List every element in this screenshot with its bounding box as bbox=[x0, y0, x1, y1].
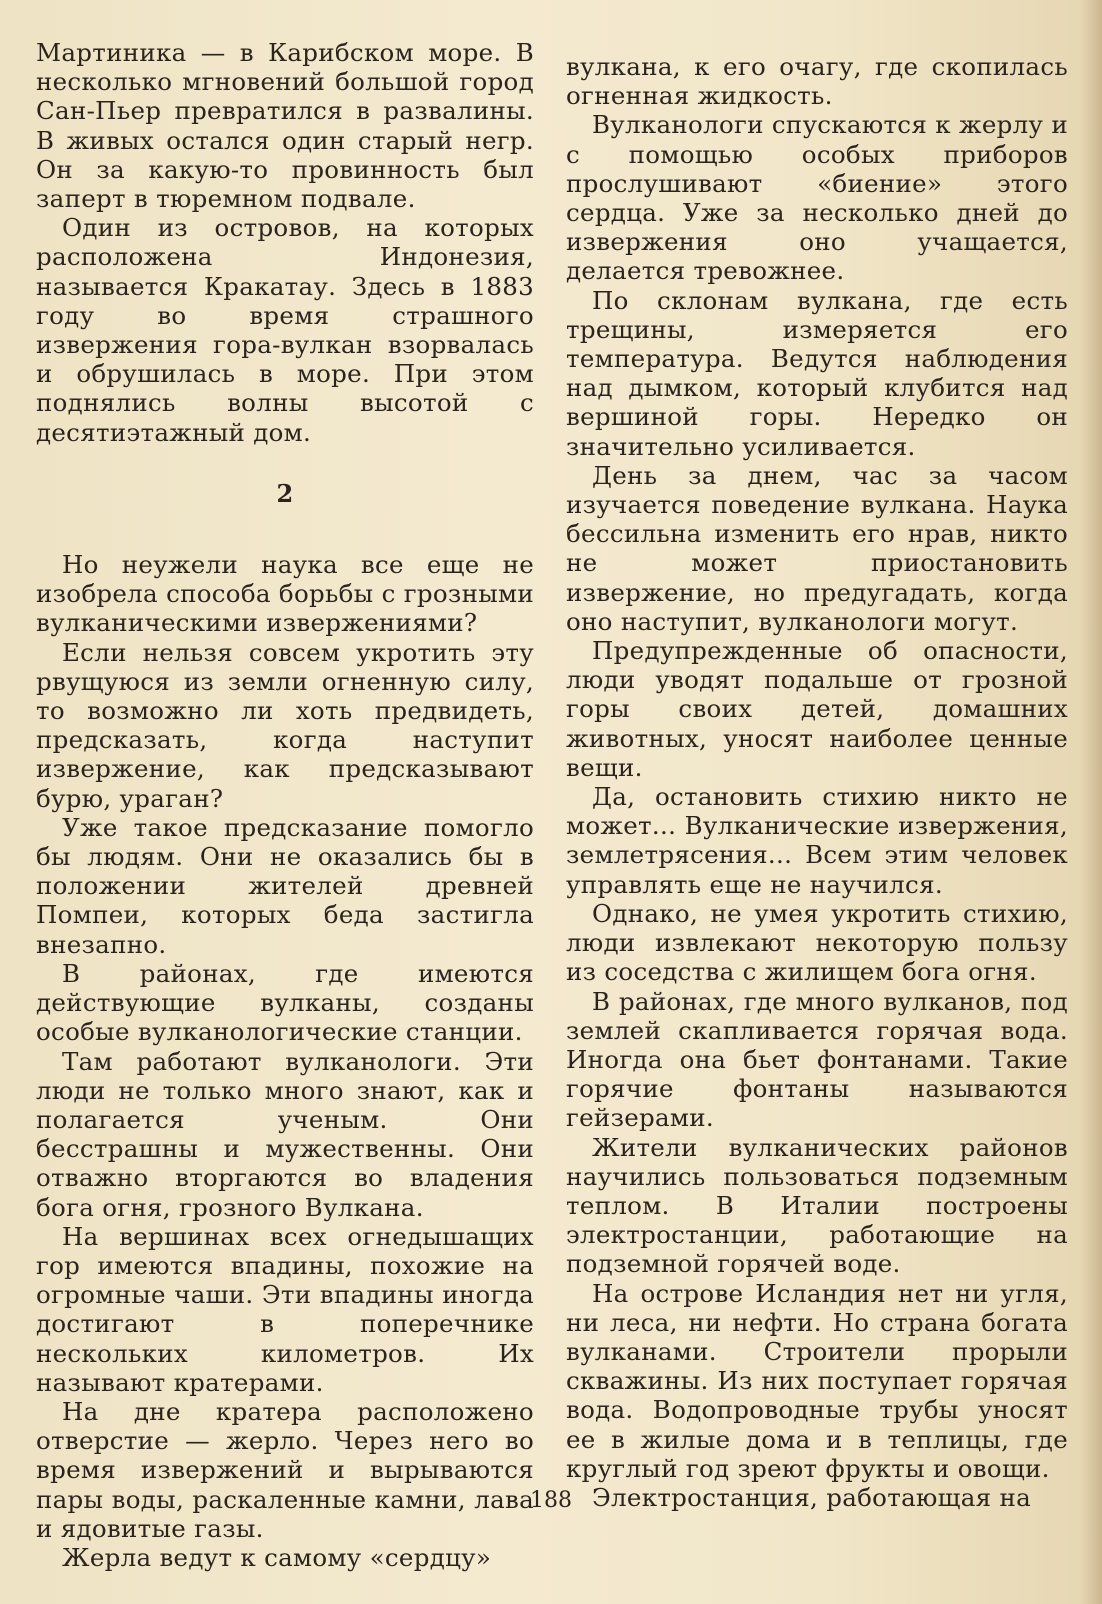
paragraph: Один из островов, на которых расположена Индонезия, называется Кракатау. Здесь в 1883 году во время страшного извержения гора-вулкан взорвалась и обрушилась в море. При этом поднялись волны высотой с десятиэтажный дом. bbox=[36, 213, 534, 447]
right-column bbox=[566, 52, 1068, 1512]
paragraph: Если нельзя совсем укротить эту рвущуюся из земли огненную силу, то возможно ли хоть предвидеть, предсказать, когда наступит извержение, как предсказывают бурю, ураган? bbox=[36, 637, 534, 813]
paragraph: Вулканологи спускаются к жерлу и с помощью особых приборов прослушивают «биение» этого сердца. Уже за несколько дней до извержения оно учащается, делается тревожнее. bbox=[566, 110, 1068, 286]
paragraph: Мартиника — в Карибском море. В несколько мгновений большой город Сан-Пьер превратился в развалины. В живых остался один старый негр. Он за какую-то провинность был заперт в тюремном подвале. bbox=[36, 38, 534, 214]
paragraph: По склонам вулкана, где есть трещины, измеряется его температура. Ведутся наблюдения над дымком, который клубится над вершиной горы. Нередко он значительно усиливается. bbox=[566, 285, 1068, 461]
left-column bbox=[36, 38, 534, 1572]
paragraph: вулкана, к его очагу, где скопилась огненная жидкость. bbox=[566, 52, 1068, 111]
paragraph: Электростанция, работающая на bbox=[592, 1482, 1031, 1512]
paragraph: На дне кратера расположено отверстие — жерло. Через него во время извержений и вырываются пары воды, раскаленные камни, лава и ядовитые газы. bbox=[36, 1396, 534, 1543]
paragraph: Да, остановить стихию никто не может... Вулканические извержения, землетрясения... Всем этим человек управлять еще не научился. bbox=[566, 782, 1068, 899]
page-number: 188 bbox=[530, 1488, 572, 1513]
page-edge-shadow bbox=[1080, 0, 1102, 1604]
paragraph: На вершинах всех огнедышащих гор имеются впадины, похожие на огромные чаши. Эти впадины иногда достигают в поперечнике нескольких километров. Их называют кратерами. bbox=[36, 1221, 534, 1397]
paragraph: В районах, где имеются действующие вулканы, созданы особые вулканологические станции. bbox=[36, 958, 534, 1047]
paragraph: Уже такое предсказание помогло бы людям. Они не оказались бы в положении жителей древней Помпеи, которых беда застигла внезапно. bbox=[36, 812, 534, 959]
paragraph: Предупрежденные об опасности, люди уводят подальше от грозной горы своих детей, домашних животных, уносят наиболее ценные вещи. bbox=[566, 636, 1068, 782]
paragraph: Жерла ведут к самому «сердцу» bbox=[62, 1542, 492, 1572]
paragraph: Там работают вулканологи. Эти люди не только много знают, как и полагается ученым. Они бесстрашны и мужественны. Они отважно вторгаются во владения бога огня, грозного Вулкана. bbox=[36, 1046, 534, 1222]
paragraph: День за днем, час за часом изучается поведение вулкана. Наука бессильна изменить его нрав, никто не может приостановить извержение, но предугадать, когда оно наступит, вулканологи могут. bbox=[566, 460, 1068, 636]
section-number: 2 bbox=[276, 478, 294, 508]
paragraph: В районах, где много вулканов, под землей скапливается горячая вода. Иногда она бьет фонтанами. Такие горячие фонтаны называются гейзерами. bbox=[566, 986, 1068, 1133]
paragraph: Но неужели наука все еще не изобрела способа борьбы с грозными вулканическими извержениями? bbox=[36, 550, 534, 638]
paragraph: На острове Исландия нет ни угля, ни леса, ни нефти. Но страна богата вулканами. Строители прорыли скважины. Из них поступает горячая вода. Водопроводные трубы уносят ее в жилые дома и в теплицы, где круглый год зреют фрукты и овощи. bbox=[566, 1278, 1068, 1483]
paragraph: Жители вулканических районов научились пользоваться подземным теплом. В Италии построены электростанции, работающие на подземной горячей воде. bbox=[566, 1132, 1068, 1279]
paragraph: Однако, не умея укротить стихию, люди извлекают некоторую пользу из соседства с жилищем бога огня. bbox=[566, 898, 1068, 987]
